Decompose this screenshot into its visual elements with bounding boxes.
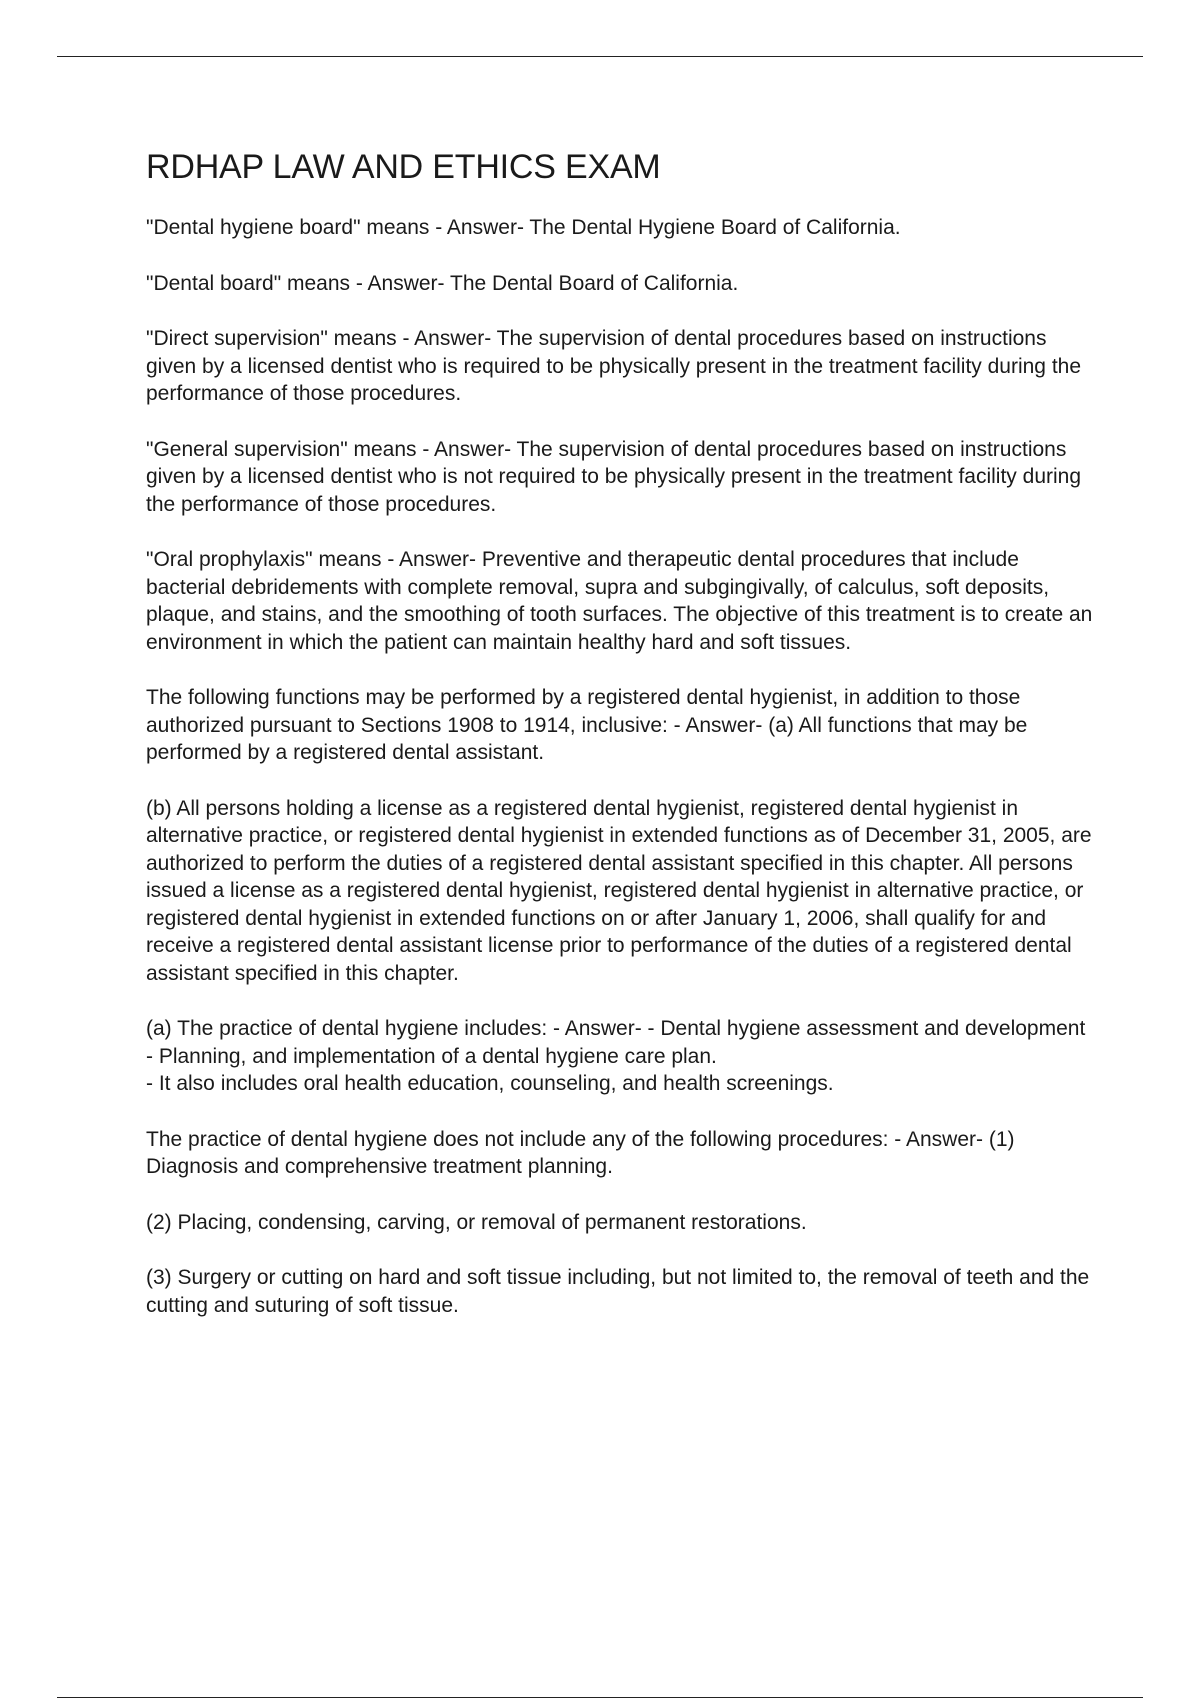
paragraph-line: (a) The practice of dental hygiene includes: - Answer- - Dental hygiene assessment and development xyxy=(146,1017,1086,1040)
paragraph-line: (2) Placing, condensing, carving, or removal of permanent restorations. xyxy=(146,1210,807,1234)
paragraph xyxy=(146,1264,1096,1319)
paragraph xyxy=(146,1015,1096,1098)
paragraph-line: - Planning, and implementation of a dental hygiene care plan. xyxy=(146,1044,717,1068)
paragraph-line: The following functions may be performed by a registered dental hygienist, in addition to those authorized pursuant to Sections 1908 to 1914, inclusive: - Answer- (a) All functions that may be performed by a registered dental assistant. xyxy=(146,686,1034,764)
paragraph-line: "Dental hygiene board" means - Answer- The Dental Hygiene Board of California. xyxy=(146,216,901,239)
paragraph-line: (b) All persons holding a license as a registered dental hygienist, registered dental hygienist in alternative practice, or registered dental hygienist in extended functions as of December 31, 2005, are authorized to perform the duties of a registered dental assistant specified in this chapter. All persons issued a license as a registered dental hygienist, registered dental hygienist in alternative practice, or registered dental hygienist in extended functions on or after January 1, 2006, shall qualify for and receive a registered dental assistant license prior to performance of the duties of a registered dental assistant specified in this chapter. xyxy=(146,796,1098,985)
footer-rule xyxy=(57,1697,1143,1698)
document-title: RDHAP LAW AND ETHICS EXAM xyxy=(146,148,661,186)
paragraph-line: The practice of dental hygiene does not include any of the following procedures: - Answer- (1) Diagnosis and comprehensive treatment planning. xyxy=(146,1127,1021,1178)
paragraph xyxy=(146,684,1096,767)
paragraph xyxy=(146,1209,1096,1237)
paragraph xyxy=(146,214,1096,242)
paragraph-line: "Oral prophylaxis" means - Answer- Preventive and therapeutic dental procedures that include bacterial debridements with complete removal, supra and subgingivally, of calculus, soft deposits, plaque, and stains, and the smoothing of tooth surfaces. The objective of this treatment is to create an environment in which the patient can maintain healthy hard and soft tissues. xyxy=(146,548,1099,654)
paragraph xyxy=(146,546,1099,656)
paragraph-line: - It also includes oral health education, counseling, and health screenings. xyxy=(146,1072,834,1095)
paragraph xyxy=(146,436,1096,519)
paragraph-line: "Dental board" means - Answer- The Dental Board of California. xyxy=(146,271,739,295)
paragraph xyxy=(146,325,1096,408)
paragraph-line: "Direct supervision" means - Answer- The supervision of dental procedures based on instructions given by a licensed dentist who is required to be physically present in the treatment facility during the performance of those procedures. xyxy=(146,327,1087,405)
header-rule xyxy=(57,56,1143,57)
paragraph-line: (3) Surgery or cutting on hard and soft tissue including, but not limited to, the removal of teeth and the cutting and suturing of soft tissue. xyxy=(146,1266,1096,1317)
paragraph xyxy=(146,270,1096,298)
document-body xyxy=(146,146,1099,1347)
paragraph-line: "General supervision" means - Answer- The supervision of dental procedures based on instructions given by a licensed dentist who is not required to be physically present in the treatment facility during the performance of those procedures. xyxy=(146,437,1087,516)
paragraph xyxy=(146,795,1096,988)
paragraph xyxy=(146,1126,1096,1181)
